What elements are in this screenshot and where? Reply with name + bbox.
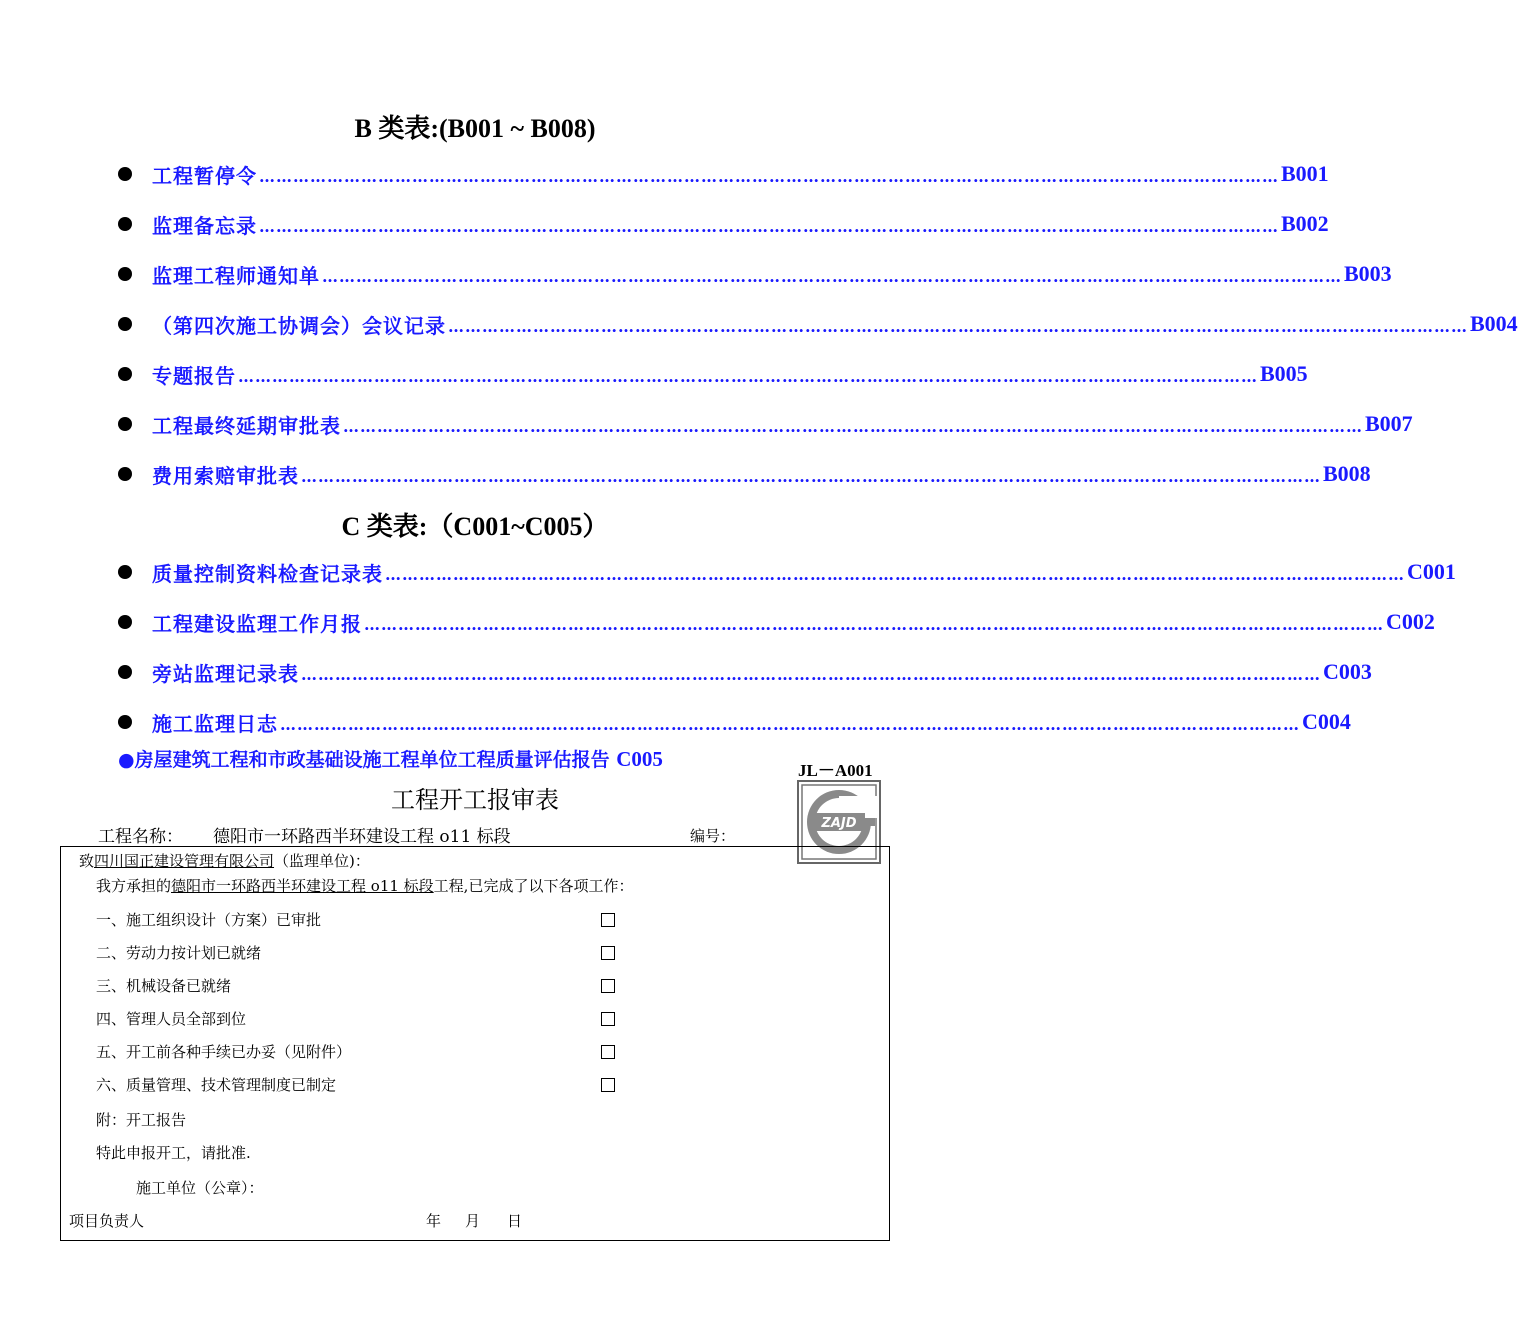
date-month-label: 月	[465, 1212, 481, 1230]
toc-item-c003[interactable]	[118, 657, 1372, 687]
application-form	[60, 846, 890, 1241]
toc-item-c002[interactable]	[118, 607, 1435, 637]
toc-item-label: 工程暂停令	[152, 163, 257, 188]
toc-item-label: 监理备忘录	[152, 213, 257, 238]
toc-item-code: B001	[1281, 161, 1329, 186]
project-name-value: 德阳市一环路西半环建设工程 o11 标段	[213, 827, 511, 847]
project-manager-label: 项目负责人	[69, 1212, 145, 1230]
toc-leader-dots: ………………………………………………………………………………………………………………………………………………………………	[322, 266, 1342, 286]
toc-item-code: C002	[1386, 609, 1435, 634]
bullet-icon	[118, 565, 132, 579]
bullet-icon	[118, 367, 132, 381]
bullet-icon	[118, 467, 132, 481]
toc-item-code: B007	[1365, 411, 1413, 436]
logo-text: ZAJD	[821, 816, 857, 831]
toc-item-code: B004	[1470, 311, 1518, 336]
checklist-item: 四、管理人员全部到位	[96, 1010, 247, 1028]
checklist-item: 三、机械设备已就绪	[96, 977, 232, 995]
toc-item-label: （第四次施工协调会）会议记录	[152, 313, 446, 338]
date-day-label: 日	[507, 1212, 523, 1230]
toc-item-b005[interactable]	[118, 359, 1308, 389]
checklist-checkbox[interactable]	[601, 1078, 615, 1092]
toc-leader-dots: ………………………………………………………………………………………………………………………………………………………………	[238, 366, 1258, 386]
recipient-suffix: （监理单位)：	[274, 852, 370, 870]
bullet-icon	[118, 615, 132, 629]
b-section-title: B 类表:(B001 ~ B008)	[354, 114, 596, 143]
toc-leader-dots: ………………………………………………………………………………………………………………………………………………………………	[385, 564, 1405, 584]
toc-item-label: 房屋建筑工程和市政基础设施工程单位工程质量评估报告	[134, 749, 610, 771]
intro-prefix: 我方承担的	[96, 877, 172, 895]
toc-item-code: B008	[1323, 461, 1371, 486]
attachment-line: 附：开工报告	[96, 1111, 187, 1129]
toc-item-code: C004	[1302, 709, 1351, 734]
checklist-checkbox[interactable]	[601, 946, 615, 960]
toc-item-label: 监理工程师通知单	[152, 263, 320, 288]
toc-leader-dots: ………………………………………………………………………………………………………………………………………………………………	[343, 416, 1363, 436]
bullet-icon	[118, 317, 132, 331]
checklist-item: 六、质量管理、技术管理制度已制定	[96, 1076, 337, 1094]
toc-item-b008[interactable]	[118, 459, 1371, 489]
toc-leader-dots: ………………………………………………………………………………………………………………………………………………………………	[301, 466, 1321, 486]
toc-item-label: 工程建设监理工作月报	[152, 611, 362, 636]
intro-project: 德阳市一环路西半环建设工程 o11 标段	[171, 877, 434, 895]
form-title: 工程开工报审表	[391, 786, 559, 814]
bullet-icon	[118, 167, 132, 181]
toc-item-code: B002	[1281, 211, 1329, 236]
bullet-icon	[118, 217, 132, 231]
number-label: 编号：	[690, 827, 736, 845]
toc-leader-dots: ………………………………………………………………………………………………………………………………………………………………	[448, 316, 1468, 336]
toc-item-code: B005	[1260, 361, 1308, 386]
c-section-title: C 类表:（C001~C005）	[341, 512, 609, 541]
toc-item-label: 旁站监理记录表	[152, 661, 299, 686]
request-line: 特此申报开工，请批准.	[96, 1144, 251, 1162]
form-code: JL－A001	[798, 761, 873, 780]
checklist-checkbox[interactable]	[601, 1012, 615, 1026]
bullet-icon: ●	[118, 749, 135, 771]
recipient-company: 四川国正建设管理有限公司	[94, 852, 275, 870]
date-year-label: 年	[426, 1212, 442, 1230]
contractor-seal-label: 施工单位（公章）：	[136, 1179, 264, 1197]
toc-item-c004[interactable]	[118, 707, 1351, 737]
toc-item-c001[interactable]	[118, 557, 1456, 587]
recipient-prefix: 致	[79, 852, 95, 870]
toc-leader-dots: ………………………………………………………………………………………………………………………………………………………………	[364, 614, 1384, 634]
toc-item-code: C001	[1407, 559, 1456, 584]
toc-item-code: B003	[1344, 261, 1392, 286]
toc-item-code: C003	[1323, 659, 1372, 684]
checklist-item: 一、施工组织设计（方案）已审批	[96, 911, 322, 929]
toc-item-c005[interactable]	[118, 745, 758, 772]
intro-line	[96, 875, 633, 896]
checklist-checkbox[interactable]	[601, 1045, 615, 1059]
project-name-label: 工程名称：	[98, 827, 183, 847]
toc-item-label: 工程最终延期审批表	[152, 413, 341, 438]
toc-leader-dots: ………………………………………………………………………………………………………………………………………………………………	[259, 216, 1279, 236]
toc-item-b004[interactable]	[118, 309, 1518, 339]
toc-leader-dots: ………………………………………………………………………………………………………………………………………………………………	[280, 714, 1300, 734]
toc-item-label: 质量控制资料检查记录表	[152, 561, 383, 586]
toc-item-label: 施工监理日志	[152, 711, 278, 736]
toc-item-label: 费用索赔审批表	[152, 463, 299, 488]
toc-leader-dots: ………………………………………………………………………………………………………………………………………………………………	[301, 664, 1321, 684]
bullet-icon	[118, 417, 132, 431]
checklist-checkbox[interactable]	[601, 979, 615, 993]
toc-item-b007[interactable]	[118, 409, 1413, 439]
bullet-icon	[118, 715, 132, 729]
intro-suffix: 工程,已完成了以下各项工作：	[433, 877, 634, 895]
bullet-icon	[118, 665, 132, 679]
toc-leader-dots: ………………………………………………………………………………………………………………………………………………………………	[259, 166, 1279, 186]
checklist-item: 二、劳动力按计划已就绪	[96, 944, 262, 962]
toc-item-label: 专题报告	[152, 363, 236, 388]
toc-item-b003[interactable]	[118, 259, 1392, 289]
toc-item-b002[interactable]	[118, 209, 1329, 239]
toc-item-b001[interactable]	[118, 159, 1329, 189]
checklist-item: 五、开工前各种手续已办妥（见附件）	[96, 1043, 352, 1061]
toc-item-code: C005	[616, 747, 663, 771]
bullet-icon	[118, 267, 132, 281]
recipient-line	[79, 850, 370, 871]
checklist-checkbox[interactable]	[601, 913, 615, 927]
